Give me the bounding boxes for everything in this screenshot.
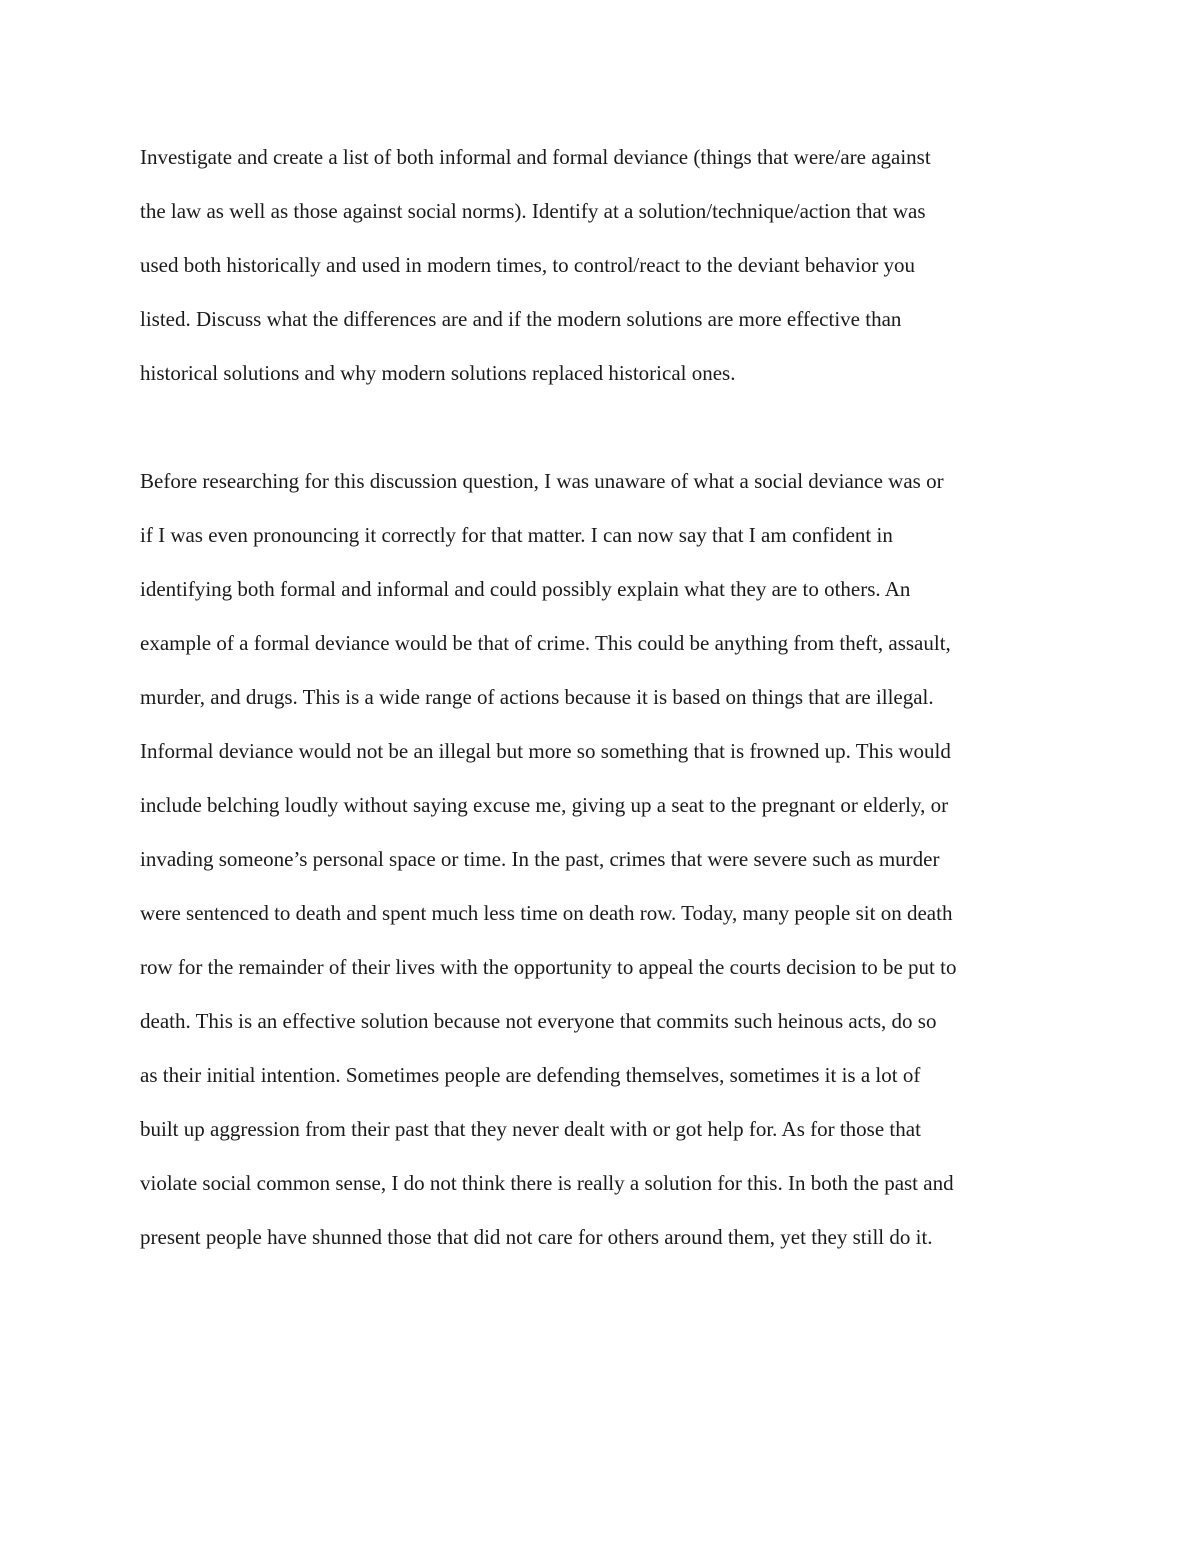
response-line: include belching loudly without saying excuse me, giving up a seat to the pregnant or elderly, or [140,793,949,817]
response-line: if I was even pronouncing it correctly for that matter. I can now say that I am confident in [140,523,893,547]
response-line: present people have shunned those that did not care for others around them, yet they still do it. [140,1225,933,1249]
response-paragraph [140,454,1070,1264]
response-line: violate social common sense, I do not think there is really a solution for this. In both the past and [140,1171,954,1195]
response-line: Before researching for this discussion question, I was unaware of what a social deviance was or [140,469,944,493]
response-line: built up aggression from their past that they never dealt with or got help for. As for those that [140,1117,921,1141]
response-line: as their initial intention. Sometimes people are defending themselves, sometimes it is a lot of [140,1063,921,1087]
response-line: murder, and drugs. This is a wide range of actions because it is based on things that are illegal. [140,685,934,709]
response-line: Informal deviance would not be an illegal but more so something that is frowned up. This would [140,739,951,763]
question-line: listed. Discuss what the differences are and if the modern solutions are more effective than [140,307,902,331]
question-line: used both historically and used in modern times, to control/react to the deviant behavior you [140,253,916,277]
question-line: historical solutions and why modern solutions replaced historical ones. [140,361,736,385]
response-line: row for the remainder of their lives with the opportunity to appeal the courts decision to be put to [140,955,957,979]
response-line: identifying both formal and informal and could possibly explain what they are to others. An [140,577,911,601]
response-line: were sentenced to death and spent much less time on death row. Today, many people sit on death [140,901,953,925]
question-line: the law as well as those against social norms). Identify at a solution/technique/action that was [140,199,926,223]
question-line: Investigate and create a list of both informal and formal deviance (things that were/are against [140,145,931,169]
response-line: invading someone’s personal space or time. In the past, crimes that were severe such as murder [140,847,940,871]
question-paragraph [140,130,1070,400]
response-line: example of a formal deviance would be that of crime. This could be anything from theft, assault, [140,631,951,655]
response-line: death. This is an effective solution because not everyone that commits such heinous acts, do so [140,1009,937,1033]
